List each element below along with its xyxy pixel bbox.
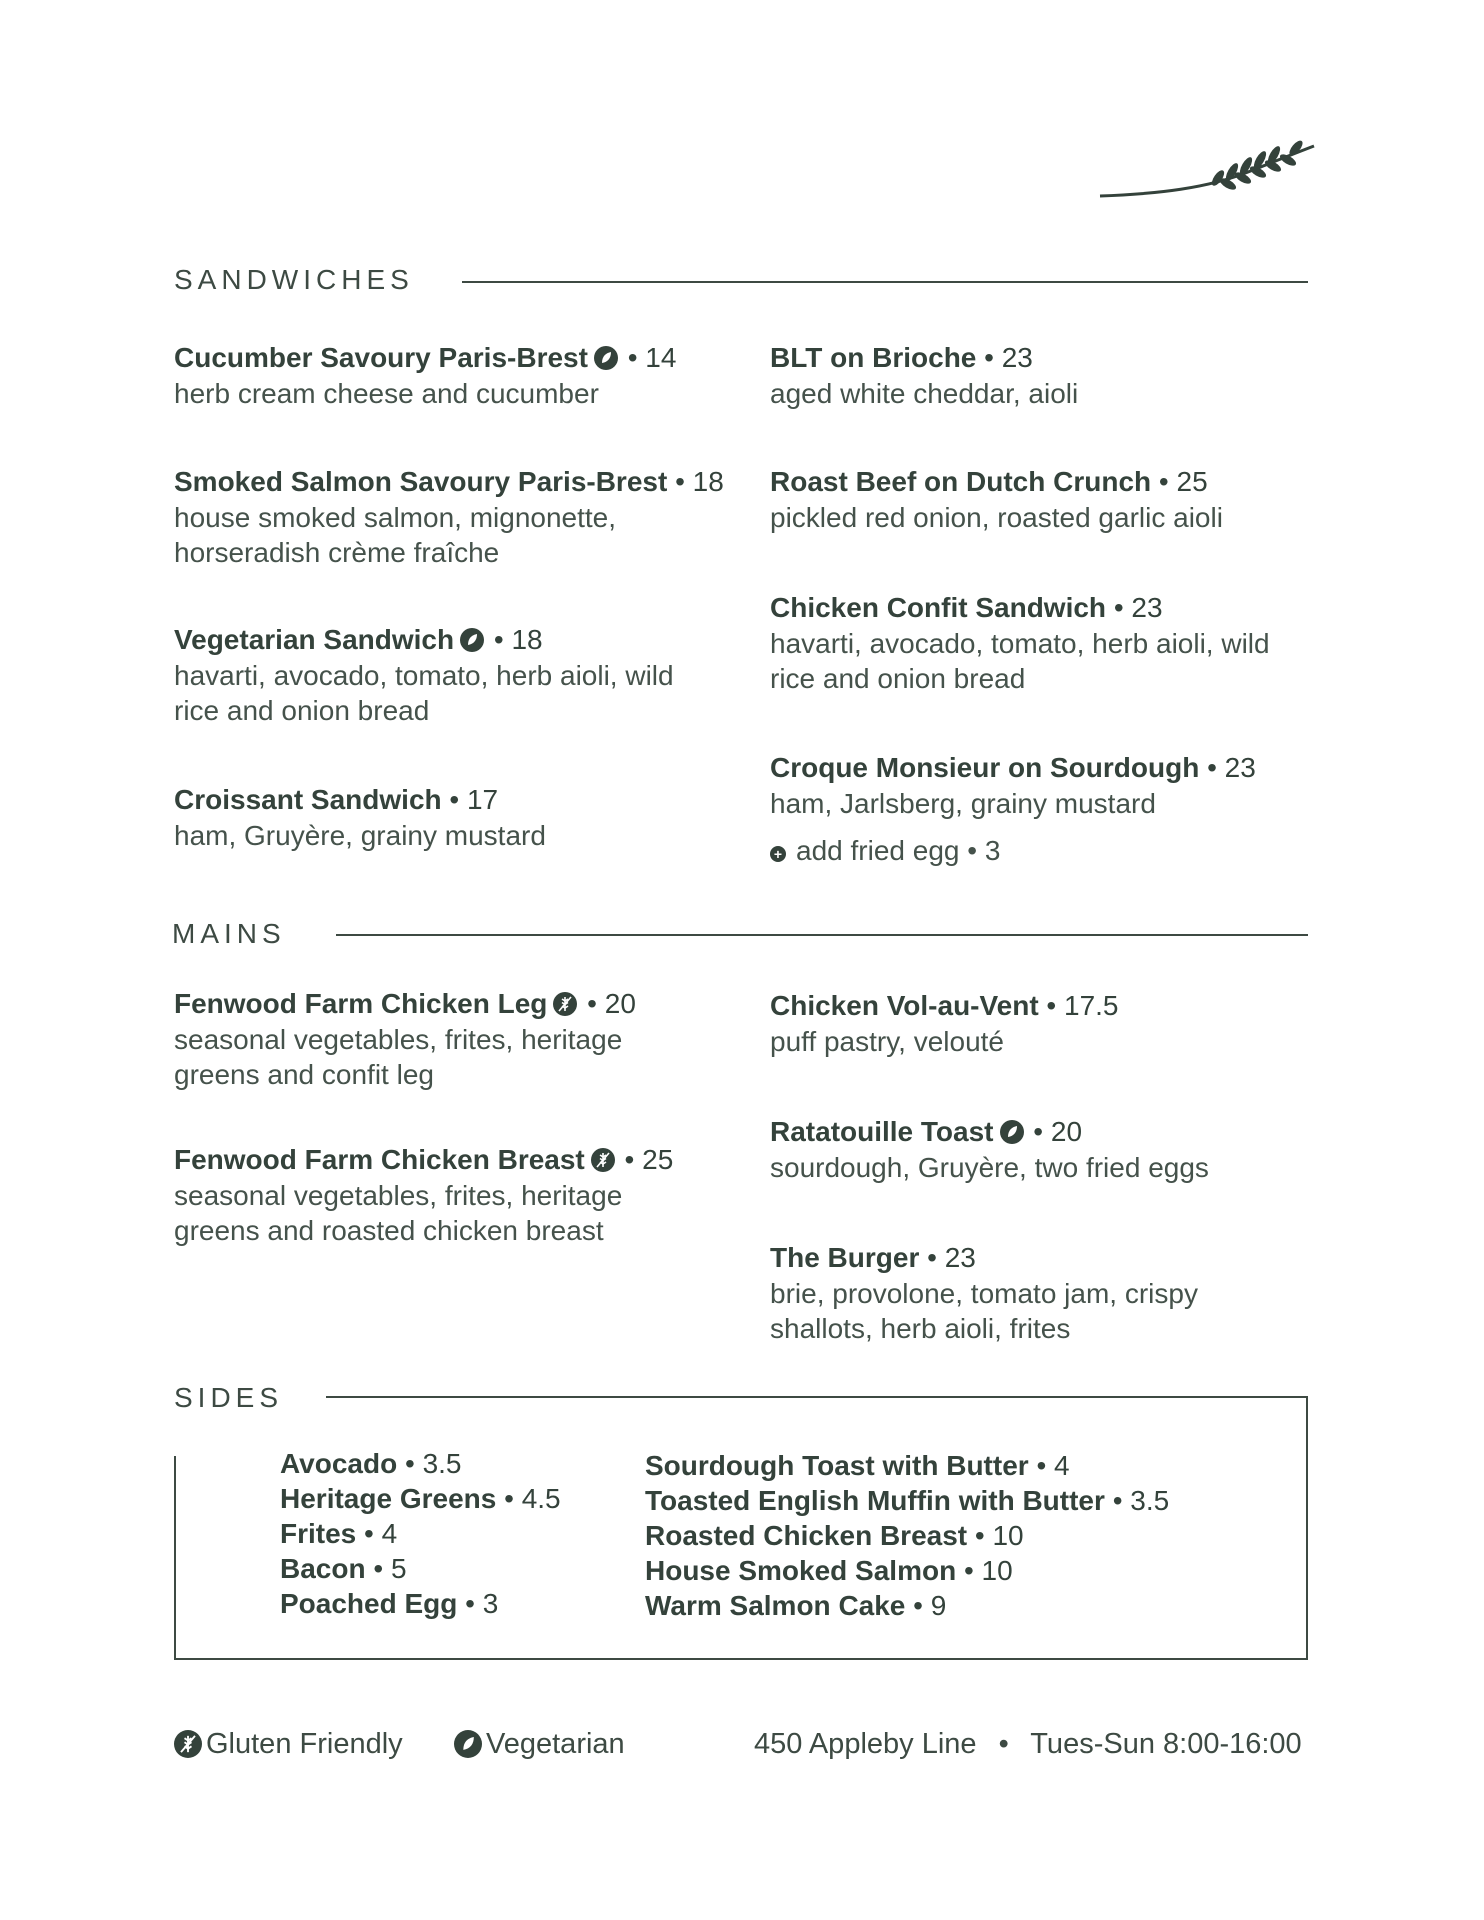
section-title-mains: MAINS <box>172 918 286 949</box>
item-description: brie, provolone, tomato jam, crispy shallots, herb aioli, frites <box>770 1278 1198 1344</box>
item-description: herb cream cheese and cucumber <box>174 378 599 409</box>
side-item <box>645 1518 1169 1553</box>
side-name: Frites <box>280 1518 357 1549</box>
sides-list-right <box>645 1448 1169 1623</box>
item-description: seasonal vegetables, frites, heritage greens and roasted chicken breast <box>174 1180 623 1246</box>
menu-item <box>174 464 734 570</box>
menu-item <box>770 340 1330 411</box>
side-price: • 4 <box>1036 1450 1070 1481</box>
vegetarian-icon <box>594 346 618 370</box>
side-name: Toasted English Muffin with Butter <box>645 1485 1105 1516</box>
menu-item <box>174 782 734 853</box>
divider <box>462 281 1308 283</box>
addon-option <box>770 833 1330 869</box>
item-price: • 23 <box>1113 592 1163 623</box>
separator: • <box>998 1728 1009 1760</box>
side-price: • 5 <box>373 1553 407 1584</box>
side-item <box>645 1588 1169 1623</box>
menu-item <box>770 590 1330 696</box>
side-name: Bacon <box>280 1553 366 1584</box>
menu-item <box>174 340 734 411</box>
item-price: • 14 <box>627 342 677 373</box>
menu-item <box>174 622 734 728</box>
item-description: havarti, avocado, tomato, herb aioli, wild rice and onion bread <box>770 628 1270 694</box>
vegetarian-icon <box>460 628 484 652</box>
item-price: • 18 <box>493 624 543 655</box>
address: 450 Appleby Line <box>754 1728 977 1760</box>
item-price: • 17.5 <box>1046 990 1119 1021</box>
side-price: • 9 <box>913 1590 947 1621</box>
side-name: Warm Salmon Cake <box>645 1590 906 1621</box>
side-item <box>280 1481 561 1516</box>
side-name: Avocado <box>280 1448 398 1479</box>
side-price: • 10 <box>974 1520 1024 1551</box>
side-item <box>280 1551 561 1586</box>
section-title-sides: SIDES <box>174 1382 284 1413</box>
side-item <box>645 1553 1169 1588</box>
side-name: Roasted Chicken Breast <box>645 1520 968 1551</box>
item-name: Fenwood Farm Chicken Breast <box>174 1144 585 1175</box>
item-description: havarti, avocado, tomato, herb aioli, wild rice and onion bread <box>174 660 674 726</box>
side-price: • 10 <box>963 1555 1013 1586</box>
side-item <box>280 1586 561 1621</box>
item-name: Ratatouille Toast <box>770 1116 994 1147</box>
item-name: Vegetarian Sandwich <box>174 624 455 655</box>
sides-list-left <box>280 1446 561 1621</box>
gluten-friendly-icon <box>553 992 577 1016</box>
item-name: Fenwood Farm Chicken Leg <box>174 988 548 1019</box>
legend-gluten-friendly <box>174 1728 403 1761</box>
vegetarian-icon <box>454 1730 482 1758</box>
item-name: Chicken Confit Sandwich <box>770 592 1107 623</box>
side-item <box>280 1516 561 1551</box>
side-price: • 3.5 <box>1112 1485 1170 1516</box>
item-price: • 25 <box>1158 466 1208 497</box>
gluten-friendly-icon <box>174 1730 202 1758</box>
plus-icon: + <box>770 846 786 862</box>
sides-box-left-border <box>174 1456 176 1660</box>
footer-info <box>754 1728 1302 1761</box>
item-price: • 23 <box>1207 752 1256 783</box>
gluten-friendly-icon <box>591 1148 615 1172</box>
menu-item <box>770 1114 1330 1185</box>
menu-item <box>770 464 1330 535</box>
side-name: Heritage Greens <box>280 1483 497 1514</box>
hours: Tues-Sun 8:00-16:00 <box>1030 1728 1302 1760</box>
side-price: • 3.5 <box>405 1448 462 1479</box>
legend-label: Vegetarian <box>486 1728 625 1760</box>
divider <box>336 934 1308 936</box>
menu-item <box>770 1240 1330 1346</box>
item-name: BLT on Brioche <box>770 342 977 373</box>
menu-item <box>770 988 1330 1059</box>
item-price: • 18 <box>675 466 724 497</box>
item-description: house smoked salmon, mignonette, horseradish crème fraîche <box>174 502 617 568</box>
sprig-icon <box>1098 130 1318 200</box>
side-item <box>280 1446 561 1481</box>
vegetarian-icon <box>1000 1120 1024 1144</box>
item-name: The Burger <box>770 1242 920 1273</box>
item-price: • 20 <box>587 988 636 1019</box>
item-name: Cucumber Savoury Paris-Brest <box>174 342 588 373</box>
side-item <box>645 1483 1169 1518</box>
item-name: Roast Beef on Dutch Crunch <box>770 466 1152 497</box>
side-price: • 3 <box>465 1588 499 1619</box>
item-price: • 23 <box>984 342 1033 373</box>
addon-label: add fried egg • 3 <box>796 835 1001 866</box>
legend-label: Gluten Friendly <box>206 1728 403 1760</box>
item-description: sourdough, Gruyère, two fried eggs <box>770 1152 1209 1183</box>
item-description: puff pastry, velouté <box>770 1026 1004 1057</box>
item-price: • 23 <box>927 1242 976 1273</box>
item-name: Croque Monsieur on Sourdough <box>770 752 1200 783</box>
item-price: • 20 <box>1033 1116 1083 1147</box>
item-description: pickled red onion, roasted garlic aioli <box>770 502 1223 533</box>
side-price: • 4.5 <box>504 1483 561 1514</box>
item-price: • 25 <box>624 1144 674 1175</box>
side-item <box>645 1448 1169 1483</box>
side-name: Sourdough Toast with Butter <box>645 1450 1029 1481</box>
menu-item <box>174 1142 734 1248</box>
menu-item <box>174 986 734 1092</box>
menu-item <box>770 750 1330 869</box>
item-description: seasonal vegetables, frites, heritage greens and confit leg <box>174 1024 623 1090</box>
side-name: Poached Egg <box>280 1588 458 1619</box>
item-description: ham, Gruyère, grainy mustard <box>174 820 546 851</box>
item-price: • 17 <box>449 784 499 815</box>
section-title-sandwiches: SANDWICHES <box>174 264 414 295</box>
item-name: Chicken Vol-au-Vent <box>770 990 1039 1021</box>
legend-vegetarian <box>454 1728 625 1761</box>
side-name: House Smoked Salmon <box>645 1555 957 1586</box>
item-name: Croissant Sandwich <box>174 784 442 815</box>
side-price: • 4 <box>364 1518 398 1549</box>
item-description: ham, Jarlsberg, grainy mustard <box>770 788 1156 819</box>
item-description: aged white cheddar, aioli <box>770 378 1079 409</box>
item-name: Smoked Salmon Savoury Paris-Brest <box>174 466 668 497</box>
